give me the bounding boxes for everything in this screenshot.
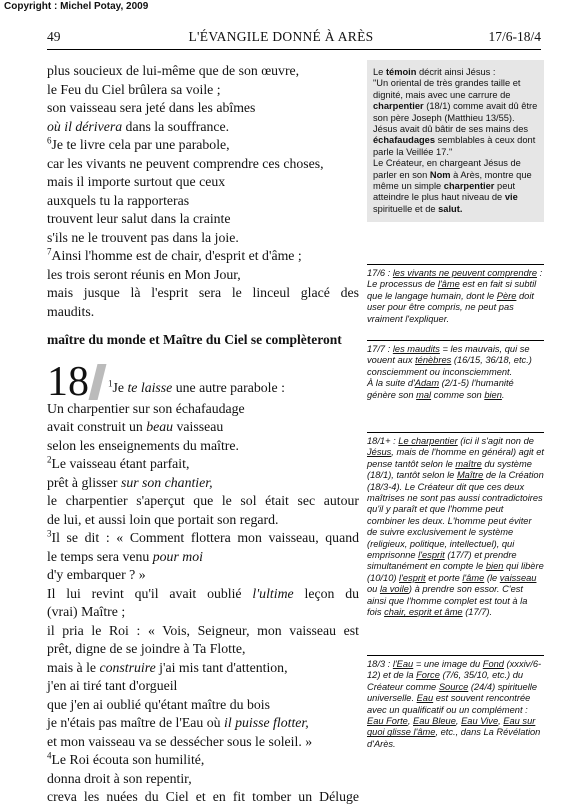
underlined-term: Force [416,670,440,681]
verse-2 [47,455,359,474]
verse-4 [47,751,359,770]
text-fragment: qui libère (10/10) [367,561,544,583]
note-18-1 [367,432,544,619]
text-line: Un charpentier sur son échafaudage [47,400,245,416]
bold-term: charpentier [443,181,495,192]
text-fragment: du système (18/1), tantôt selon le [367,458,532,481]
text-line: creva les nuées du Ciel et en fit tomber un Déluge [47,789,359,804]
text-fragment: = les mauvais, qui se vouent aux [367,344,530,366]
text-fragment: spirituelle et de [373,203,439,214]
underlined-term: l'Eau [392,659,414,669]
text-fragment: (2/1-5) l'humanité génère son [367,378,514,400]
underlined-term: Eau Vive [461,716,499,727]
verse-range: 17/6-18/4 [488,29,541,44]
text-fragment: doit user pour être compris, ne peut pas vraiment l'expliquer. [367,290,534,324]
text-fragment: (7/6, 35/10, etc.) du Créateur comme [367,670,524,692]
verse-3 [47,529,359,548]
text-fragment: décrit ainsi Jésus : [416,67,496,77]
copyright-notice: Copyright : Michel Potay, 2009 [4,1,149,12]
note-17-7 [367,340,544,401]
text-fragment: Le [373,67,386,77]
note-17-6 [367,264,544,325]
text-fragment: ) à prendre son essor. C'est ainsi que l'homme complet est tout à la fois [367,584,528,618]
verse-1 [108,379,285,400]
text-fragment: Je [112,380,128,395]
verse-number: 4 [47,750,52,761]
text-fragment: et porte [425,572,463,583]
note-ref: 18/3 : [367,659,393,669]
chapter-number: 18 [47,358,89,405]
text-line: le Feu du Ciel brûlera sa voile ; [47,81,221,97]
text-fragment: comme son [431,389,485,400]
text-line: mais il importe surtout que ceux [47,174,226,189]
italic-phrase: construire [99,659,156,675]
underlined-term: Eau Bleue [413,716,456,727]
main-text [47,62,359,807]
text-fragment: , [407,716,413,727]
text-fragment: je n'étais pas maître de l'Eau où [47,715,224,730]
italic-phrase: pour moi [152,548,203,564]
bold-term: Nom [429,169,451,180]
text-line: son vaisseau sera jeté dans les abîmes [47,100,256,115]
text-fragment: leçon du [293,585,359,601]
text-line: prêt, digne de se joindre à Ta Flotte, [47,641,246,656]
text-fragment: (le [484,572,500,583]
underlined-term: bien [485,561,504,572]
text-fragment: . [501,389,505,400]
underlined-term: les maudits [392,344,440,354]
underlined-term: les vivants ne peuvent comprendre [392,268,538,278]
text-line: il pria le Roi : « Vois, Seigneur, mon vaisseau est [47,622,359,638]
text-line: le charpentier s'aperçut que le sol était sec autour [47,493,359,508]
verse-7 [47,247,359,266]
text-fragment: (ici il s'agit non de [457,436,534,446]
text-fragment: , etc., dans La Révélation d'Arès. [367,727,541,749]
italic-phrase: où il dérivera [47,118,123,134]
text-line: de lui, et aussi loin que portait son regard. [47,511,279,527]
text-fragment: dans la souffrance. [122,118,230,134]
note-18-3 [367,655,544,750]
underlined-term: Maître [456,470,484,481]
text-fragment: (17/7) et prendre simultanément en compte le [367,550,517,572]
text-line: mais jusque là l'esprit sera le linceul glacé des [47,285,359,300]
witness-box [367,60,544,222]
text-fragment: Il lui revint qu'il avait oublié [47,585,253,601]
text-fragment: j'ai mis tant d'attention, [155,659,288,675]
chapter-start [47,358,359,405]
underlined-term: l'âme [437,279,460,290]
section-heading: maître du monde et Maître du Ciel se complèteront [47,332,342,347]
text-line: selon les enseignements du maître. [47,437,239,453]
underlined-term: maître [455,458,482,469]
text-line: j'en ai tiré tant d'orgueil [47,678,178,693]
text-fragment: le temps sera venu [47,548,153,564]
underlined-term: vaisseau [499,572,537,583]
text-line [47,548,359,567]
text-line: s'ils ne le trouvent pas dans la joie. [47,229,239,245]
verse-number: 2 [47,454,52,465]
header-rule [47,49,541,50]
bold-term: charpentier [373,101,424,112]
text-fragment: (24/4) spirituelle universelle. [367,681,538,704]
running-title: L'ÉVANGILE DONNÉ À ARÈS [188,29,374,44]
text-line [47,659,359,678]
text-fragment: (18/1) comme avait dû être son père Joseph (Matthieu 13/55). Jésus avait dû bâtir de ses mains des [373,101,538,135]
italic-phrase: il puisse flotter, [224,715,309,730]
text-fragment: vaisseau [173,419,224,434]
verse-number: 7 [47,246,52,257]
text-fragment: ou [367,584,380,595]
italic-phrase: te laisse [127,380,173,395]
text-fragment: (16/15, 36/18, etc.) consciemment ou inconsciemment. [367,355,532,377]
underlined-term: Eau sur quoi glisse l'âme [367,716,536,738]
text-fragment: , mais de l'homme en général) agit et pense tantôt selon le [367,447,544,469]
underlined-term: Père [496,290,517,301]
text-fragment: : Le processus de [367,268,543,290]
verse-6 [47,136,359,155]
note-ref: 18/1+ : [367,436,399,446]
text-fragment: Il se dit : « Comment flottera mon vaisseau, quand [51,530,359,545]
bold-term: vie [504,192,518,203]
text-line: que j'en ai oublié qu'étant maître du bois [47,696,270,712]
underlined-term: Fond [482,659,504,669]
text-line: donna droit à son repentir, [47,770,192,786]
underlined-term: la voile [379,584,409,595]
verse-number: 6 [47,135,52,146]
verse-number: 1 [108,378,113,389]
chapter-slash-ornament [89,364,107,400]
page-number: 49 [47,29,61,44]
underlined-term: bien [484,389,502,400]
text-line [47,714,359,733]
underlined-term: Adam [414,378,440,389]
underlined-term: mal [416,389,432,400]
text-line: auxquels tu la rapporteras [47,192,190,208]
text-fragment: Ainsi l'homme est de chair, d'esprit et d'âme ; [51,248,302,263]
text-fragment: (xxxiv/6-12) et de la [367,659,542,681]
note-ref: 17/7 : [367,344,393,354]
text-fragment: À la suite d' [367,378,415,389]
underlined-term: chair, esprit et âme [384,607,463,618]
underlined-term: l'esprit [418,550,445,561]
text-fragment: est souvent rencontrée avec un qualificatif ou un complément : [367,693,531,715]
text-line: (vrai) Maître ; [47,604,126,619]
text-line: trouvent leur salut dans la crainte [47,211,231,226]
text-line: plus soucieux de lui-même que de son œuvre, [47,63,300,78]
text-line: les trois seront réunis en Mon Jour, [47,266,241,282]
italic-phrase: beau [146,419,174,434]
text-fragment: Le vaisseau étant parfait, [51,456,190,471]
text-line [47,418,359,437]
underlined-term: Eau [416,693,434,704]
text-fragment: = une image du [413,659,483,669]
text-fragment: avait construit un [47,419,147,434]
underlined-term: l'esprit [399,572,426,583]
underlined-term: ténèbres [415,355,452,366]
underlined-term: l'âme [462,572,485,583]
italic-phrase: l'ultime [252,585,294,601]
text-fragment: est en fait si subtil que le langage humain, dont le [367,279,537,301]
text-line [47,118,359,137]
text-fragment: de la Création (18/3-4). Le Créateur dit que ces deux maîtrises ne sont pas aussi contradictoires qu'il y paraît et que l'homme peut combiner les deux. L'homme peut éviter de suivre exclusivement le système (religieux, politique, intellectuel), qui emprisonne [367,470,544,561]
text-fragment: prêt à glisser [47,474,121,490]
text-line [47,585,359,604]
text-fragment: une autre parabole : [172,380,285,395]
text-fragment: mais à le [47,659,100,675]
note-ref: 17/6 : [367,268,393,278]
text-line [47,474,359,493]
italic-phrase: sur son chantier, [120,474,213,490]
text-fragment: , [498,716,504,727]
text-fragment: Le Créateur, en chargeant Jésus de parler en son [373,158,521,180]
bold-term: échafaudages [373,135,436,146]
underlined-term: Jésus [367,447,392,458]
bold-term: témoin [385,67,417,77]
text-line: d'y embarquer ? » [47,567,146,582]
text-line: car les vivants ne peuvent comprendre ces choses, [47,155,324,171]
underlined-term: Source [438,681,469,692]
text-line: et mon vaisseau va se dessécher sous le soleil. » [47,733,313,749]
text-fragment: (17/7). [462,607,493,618]
verse-number: 3 [47,528,52,539]
text-fragment: , [455,716,462,727]
text-fragment: Le Roi écouta son humilité, [51,752,205,767]
text-fragment: semblables à ceux dont parle la Veillée 17." [373,135,536,157]
text-fragment: peut atteindre le plus haut niveau de [373,181,516,203]
underlined-term: Eau Forte [367,716,408,727]
text-fragment: à Arès, montre que même un simple [373,169,532,192]
text-fragment: Je te livre cela par une parabole, [51,137,230,152]
text-line: maudits. [47,303,95,319]
underlined-term: Le charpentier [398,436,458,446]
text-fragment: "Un oriental de très grandes taille et dignité, mais avec une carrure de [373,78,521,100]
bold-term: salut. [438,203,463,214]
